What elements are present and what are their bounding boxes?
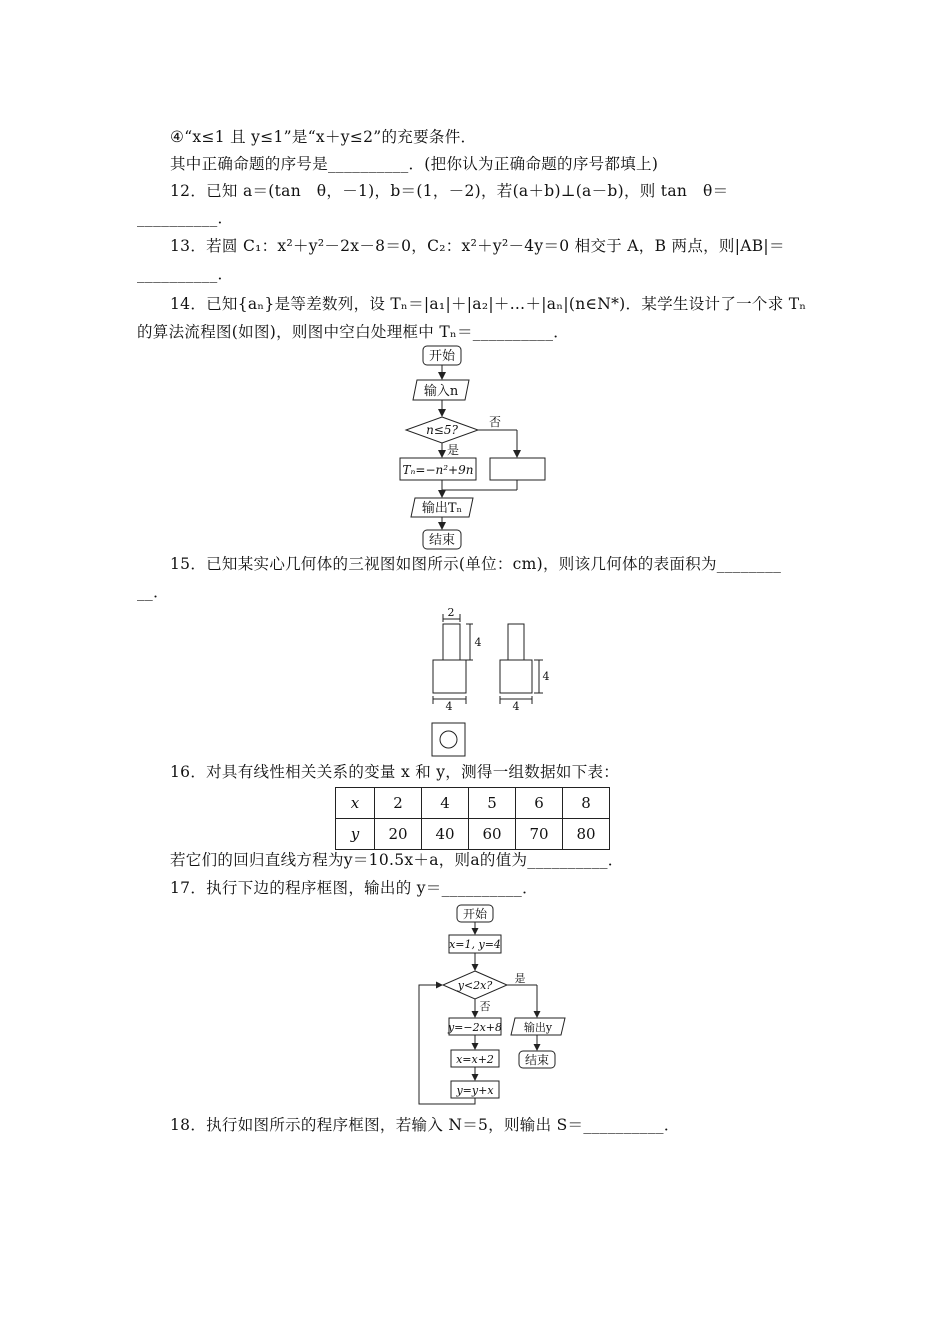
dim-upper-height: 4 <box>474 636 482 649</box>
flow2-condition-label: y<2x? <box>457 979 493 992</box>
table-cell: 70 <box>516 819 563 850</box>
flow-process-label: Tₙ=−n²+9n <box>402 463 474 477</box>
flow2-no-label: 否 <box>479 1000 491 1013</box>
flow-output-label: 输出Tₙ <box>421 501 463 516</box>
flow-blank-box <box>490 458 545 480</box>
flow-end-label: 结束 <box>428 533 456 548</box>
flow2-step2-label: x=x+2 <box>456 1053 494 1066</box>
q17-flowchart <box>405 900 575 1110</box>
table-row <box>336 788 610 819</box>
q15-three-views <box>420 600 570 760</box>
top-view-square <box>432 723 465 756</box>
dim-side-height: 4 <box>542 670 550 683</box>
table-cell: 8 <box>563 788 610 819</box>
flow2-step1-label: y=−2x+8 <box>447 1021 503 1034</box>
q12-blank: __________． <box>137 209 234 227</box>
flow2-yes-label: 是 <box>514 972 526 985</box>
dim-top-width: 2 <box>447 606 455 619</box>
flow2-start-label: 开始 <box>462 907 488 921</box>
dim-front-bottom: 4 <box>445 700 453 713</box>
flow-yes-label: 是 <box>446 443 460 457</box>
table-header-y: y <box>336 819 375 850</box>
q14-text-1: 14．已知{aₙ}是等差数列，设 Tₙ＝|a₁|＋|a₂|＋…＋|aₙ|(n∈N*)．某学生设计了一个求 Tₙ <box>170 295 807 313</box>
table-header-x: x <box>336 788 375 819</box>
table-cell: 2 <box>375 788 422 819</box>
table-cell: 80 <box>563 819 610 850</box>
q15-text: 15．已知某实心几何体的三视图如图所示(单位：cm)，则该几何体的表面积为________ <box>170 555 782 573</box>
flow-start-label: 开始 <box>428 349 456 364</box>
table-cell: 4 <box>422 788 469 819</box>
q18-text: 18．执行如图所示的程序框图，若输入 N＝5，则输出 S＝__________． <box>170 1116 680 1134</box>
q14-flowchart <box>395 342 560 550</box>
table-cell: 60 <box>469 819 516 850</box>
flow-input-label: 输入n <box>423 384 459 399</box>
q17-text: 17．执行下边的程序框图，输出的 y＝__________． <box>170 879 538 897</box>
q16-data-table <box>335 787 610 850</box>
table-cell: 6 <box>516 788 563 819</box>
q11-item-4: ④“x≤1 且 y≤1”是“x＋y≤2”的充要条件． <box>170 128 477 146</box>
q16-regression-line: 若它们的回归直线方程为y＝10.5x＋a，则a的值为__________． <box>170 851 624 869</box>
q12-text: 12．已知 a＝(tan θ，－1)，b＝(1，－2)，若(a＋b)⊥(a－b)，则 tan θ＝ <box>170 182 729 200</box>
table-cell: 20 <box>375 819 422 850</box>
q15-blank-tail: __． <box>137 583 169 601</box>
flow2-step3-label: y=y+x <box>456 1084 494 1097</box>
table-cell: 5 <box>469 788 516 819</box>
side-view-lower <box>500 660 532 693</box>
table-cell: 40 <box>422 819 469 850</box>
flow-no-label: 否 <box>488 415 502 429</box>
top-view-circle <box>440 731 457 748</box>
front-view-lower <box>433 660 466 693</box>
flow2-end-label: 结束 <box>524 1053 550 1067</box>
q11-answer-prompt: 其中正确命题的序号是__________．(把你认为正确命题的序号都填上) <box>170 155 659 173</box>
flow-condition-label: n≤5? <box>426 423 458 437</box>
q13-blank: __________． <box>137 265 234 283</box>
front-view-upper <box>443 624 460 660</box>
side-view-upper <box>508 624 524 660</box>
flow2-output-label: 输出y <box>523 1021 553 1034</box>
q14-text-2: 的算法流程图(如图)，则图中空白处理框中 Tₙ＝__________． <box>137 323 570 341</box>
flow2-init-label: x=1, y=4 <box>449 938 501 951</box>
dim-side-bottom: 4 <box>512 700 520 713</box>
q13-text: 13．若圆 C₁：x²＋y²－2x－8＝0，C₂：x²＋y²－4y＝0 相交于 A，B 两点，则|AB|＝ <box>170 237 785 255</box>
table-row <box>336 819 610 850</box>
q16-text: 16．对具有线性相关关系的变量 x 和 y，测得一组数据如下表： <box>170 763 620 781</box>
